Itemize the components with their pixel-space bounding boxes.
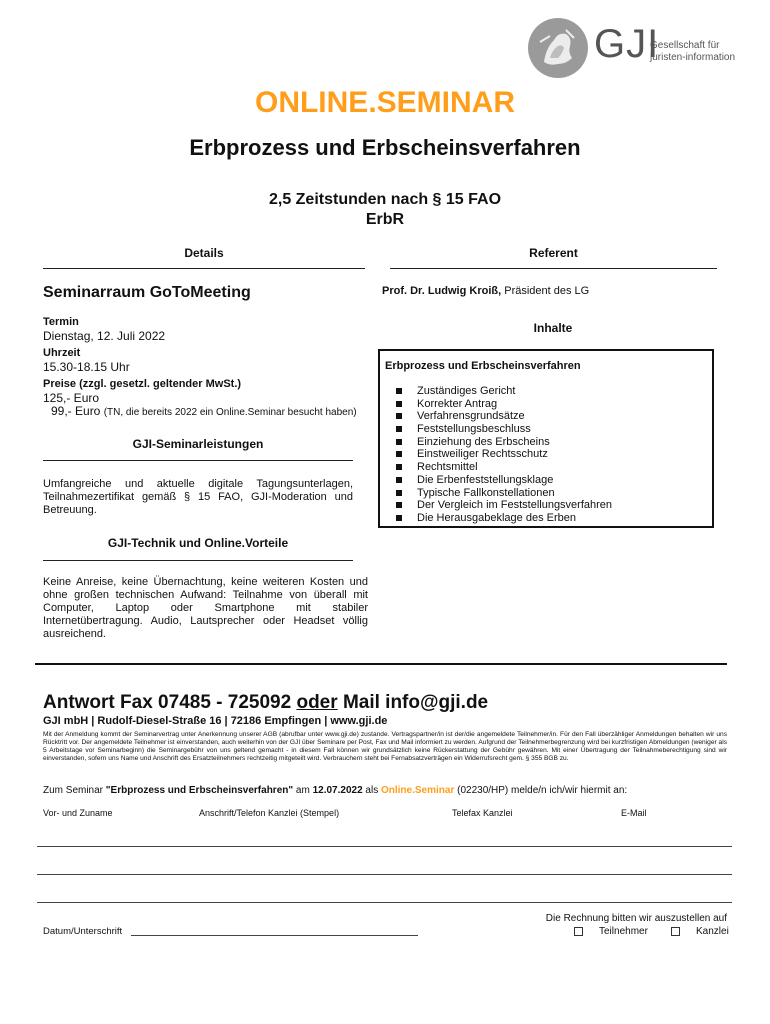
option-teilnehmer-label: Teilnehmer [599,926,648,937]
referent-divider [390,268,717,269]
referent-name: Prof. Dr. Ludwig Kroiß, [382,285,502,297]
gji-logo [528,18,763,78]
referent-role: Präsident des LG [504,285,590,297]
response-mail: Mail info@gji.de [342,692,489,713]
preis-reduced-note: (TN, die bereits 2022 ein Online.Seminar besucht haben) [103,407,357,418]
field-fax-label: Telefax Kanzlei [452,808,513,818]
termin-label: Termin [43,316,79,328]
topic-text: Einziehung des Erbscheins [417,435,550,448]
topic-item [396,398,612,411]
zum-prefix: Zum Seminar [43,785,106,796]
topics-box [378,349,714,528]
bullet-square-icon [396,426,402,432]
logo-wordmark: GJI [594,22,660,66]
response-oder: oder [296,692,338,713]
inhalte-heading: Inhalte [533,321,573,335]
company-address: GJI mbH | Rudolf-Diesel-Straße 16 | 72186 Empfingen | www.gji.de [43,715,388,727]
topic-item [396,436,612,449]
topic-text: Rechtsmittel [417,461,478,474]
signature-label: Datum/Unterschrift [43,926,123,937]
form-line[interactable] [37,846,732,847]
page-title: ONLINE.SEMINAR [254,86,515,119]
section-divider [35,663,727,665]
response-fax: Antwort Fax 07485 - 725092 [43,692,292,713]
topic-item [396,410,612,423]
seminar-subtitle: Erbprozess und Erbscheinsverfahren [189,135,581,160]
details-divider [43,268,365,269]
details-heading: Details [184,246,224,260]
technik-text: Keine Anreise, keine Übernachtung, keine weiteren Kosten und ohne großen technischen Aufwand: Teilnahme von überall mit Computer, Laptop oder Smartphone mit stabiler Internetübertragung. Audio, Lautsprecher oder Headset völlig ausreichend. [43,576,368,640]
invoice-label: Die Rechnung bitten wir auszustellen auf [545,913,727,924]
response-heading [43,692,488,714]
leistungen-divider [43,460,353,461]
field-address-label: Anschrift/Telefon Kanzlei (Stempel) [199,808,340,818]
field-name-label: Vor- und Zuname [43,808,113,818]
registration-statement [43,785,627,796]
preis-reduced [51,404,357,418]
logo-tagline [650,40,750,64]
hours-line: 2,5 Zeitstunden nach § 15 FAO [268,191,502,208]
zum-title: "Erbprozess und Erbscheinsverfahren" [105,785,294,796]
topic-item [396,448,612,461]
technik-divider [43,560,353,561]
preise-label: Preise (zzgl. gesetzl. geltender MwSt.) [43,378,242,390]
bullet-square-icon [396,388,402,394]
logo-seal-icon [528,18,588,78]
topic-text: Feststellungsbeschluss [417,423,531,436]
topic-item [396,499,612,512]
referent-info [382,285,589,297]
topic-text: Typische Fallkonstellationen [417,486,555,499]
uhrzeit-value: 15.30-18.15 Uhr [43,360,130,374]
preis-reduced-amount: 99,- Euro [51,404,101,418]
hours-info [0,190,770,230]
topic-item [396,487,612,500]
bullet-square-icon [396,413,402,419]
technik-heading: GJI-Technik und Online.Vorteile [107,536,289,550]
bullet-square-icon [396,464,402,470]
bullet-square-icon [396,515,402,521]
room-title: Seminarraum GoToMeeting [43,284,251,301]
topic-text: Korrekter Antrag [417,397,498,410]
topic-item [396,474,612,487]
zum-am: am [293,785,313,796]
form-line[interactable] [37,874,732,875]
option-teilnehmer[interactable] [574,926,648,937]
referent-heading: Referent [529,246,578,260]
form-line[interactable] [37,902,732,903]
topic-item [396,512,612,525]
zum-date: 12.07.2022 [312,785,363,796]
bullet-square-icon [396,439,402,445]
zum-suffix: (02230/HP) melde/n ich/wir hiermit an: [454,785,628,796]
topic-text: Einstweiliger Rechtsschutz [417,448,548,461]
zum-als: als [362,785,381,796]
topic-text: Zuständiges Gericht [417,385,516,397]
checkbox-icon[interactable] [671,927,680,936]
option-kanzlei[interactable] [671,926,729,937]
bullet-square-icon [396,451,402,457]
option-kanzlei-label: Kanzlei [696,926,729,937]
termin-value: Dienstag, 12. Juli 2022 [43,329,166,343]
topics-list [396,385,612,525]
signature-line[interactable] [131,935,418,936]
topic-text: Die Herausgabeklage des Erben [417,511,576,524]
topic-text: Die Erbenfeststellungsklage [417,473,554,486]
topics-box-title: Erbprozess und Erbscheinsverfahren [385,360,581,372]
zum-online: Online.Seminar [380,785,455,796]
leistungen-heading: GJI-Seminarleistungen [132,437,264,451]
topic-item [396,385,612,398]
bullet-square-icon [396,401,402,407]
checkbox-icon[interactable] [574,927,583,936]
uhrzeit-label: Uhrzeit [43,347,81,359]
bullet-square-icon [396,490,402,496]
field-line: ErbR [365,211,405,228]
bullet-square-icon [396,477,402,483]
topic-text: Verfahrensgrundsätze [417,410,525,423]
bullet-square-icon [396,502,402,508]
logo-tagline-line2: juristen-information [650,52,736,63]
terms-fineprint: Mit der Anmeldung kommt der Seminarvertrag unter Anerkennung unserer AGB (abrufbar unter www.gji.de) zustande. Vertragspartner/in ist der/die angemeldete Teilnehmer/in. Für den Fall überzähliger Anmeldungen behalten wir uns Rücktritt vor. Der angemeldete Teilnehmer ist einverstanden, auch weiterhin von der GJI über Seminare per Post, Fax und Mail informiert zu werden. Aufgrund der Teilnehmerbegrenzung wird bei kurzfristigen Abmeldungen (weniger als 5 Arbeitstage vor Seminarbeginn) die Seminargebühr von uns geltend gemacht - in diesem Fall können wir grundsätzlich keine Rückerstattung der Gebühr gewähren. Mit einer Übertragung der Teilnahmeberechtigung sind wir einverstanden, sofern uns Name und Anschrift des Ersatzteilnehmers rechtzeitig mitgeteilt wird. Verbrauchern steht bei Fernabsatzverträgen ein Widerrufsrecht gem. § 355 BGB zu. [43,731,727,762]
field-email-label: E-Mail [621,808,647,818]
logo-tagline-line1: Gesellschaft für [650,40,720,51]
preis-regular: 125,- Euro [43,391,100,405]
leistungen-text: Umfangreiche und aktuelle digitale Tagungsunterlagen, Teilnahmezertifikat gemäß § 15 FAO, GJI-Moderation und Betreuung. [43,478,353,516]
topic-text: Der Vergleich im Feststellungsverfahren [417,499,613,512]
topic-item [396,423,612,436]
topic-item [396,461,612,474]
